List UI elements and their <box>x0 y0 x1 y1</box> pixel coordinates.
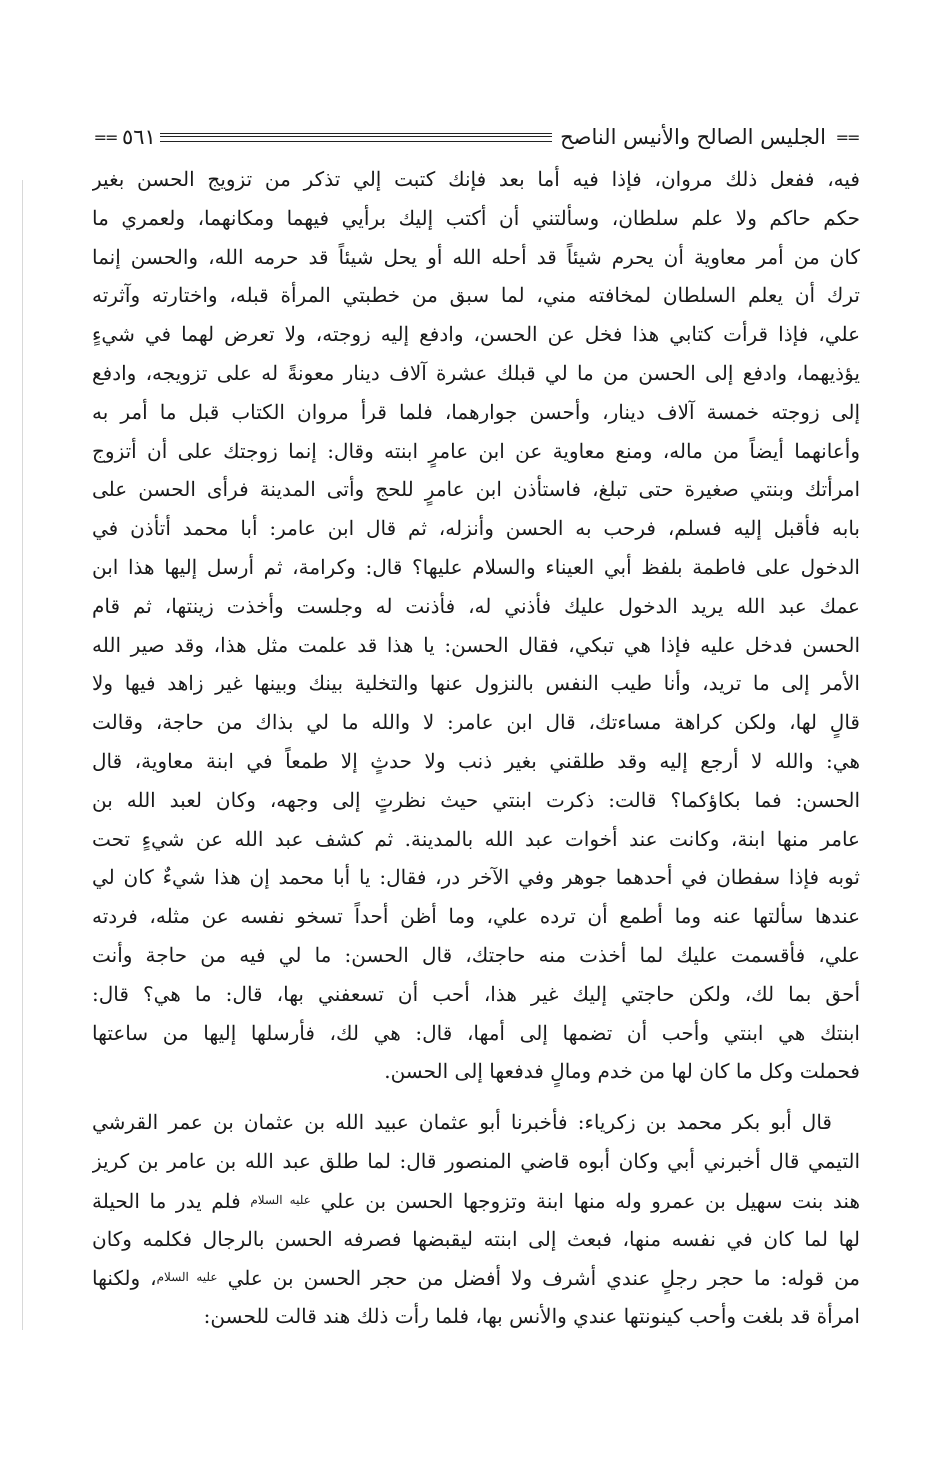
text-line: ترك أن يعلم السلطان لمخافته مني، لما سبق من خطبتي المرأة قبله، واختارته وآثرته <box>92 283 860 308</box>
text-segment: فلم يدر ما الحيلة <box>92 1188 241 1213</box>
text-line: وأعانهما أيضاً من ماله، ومنع معاوية عن ابن عامرٍ ابنته وقال: إنما زوجتك على أن أتزوج <box>92 438 860 463</box>
text-line: امرأة قد بلغت وأحب كينونتها عندي والأنس بها، فلما رأت ذلك هند قالت للحسن: <box>203 1304 860 1329</box>
header-rule <box>160 133 552 142</box>
text-line: ثوبه فإذا سفطان في أحدهما جوهر وفي الآخر در، فقال: يا أبا محمد إن هذا شيءٌ كان لي <box>92 865 860 890</box>
text-line: امرأتك وبنتي صغيرة حتى تبلغ، فاستأذن ابن عامرٍ للحج وأتى المدينة فرأى الحسن على <box>92 477 860 502</box>
text-line: يؤذيهما، وادفع إلى الحسن من ما لي قبلك عشرة آلاف دينار معونةً له على تزويجه، وادفع <box>92 360 860 385</box>
page-number: ٥٦١ <box>122 125 156 149</box>
header-dash-right: == <box>835 127 859 147</box>
honorific-glyph: عليه السلام <box>250 1192 311 1207</box>
text-line: التيمي قال أخبرني أبي وكان أبوه قاضي المنصور قال: لما طلق عبد الله بن عامر بن كريز <box>92 1148 860 1173</box>
paragraph-gap <box>92 1091 860 1103</box>
text-line: الحسن فدخل عليه فإذا هي تبكي، فقال الحسن: يا هذا قد علمت مثل هذا، وقد صير الله <box>92 632 860 657</box>
text-line: الأمر إلى ما تريد، وأنا طيب النفس بالنزول عنها والتخلية بينك وبينها غير زاهد فيها ولا <box>92 671 860 696</box>
text-line: إلى زوجته خمسة آلاف دينار، وأحسن جوارهما، فلما قرأ مروان الكتاب قبل ما أمر به <box>92 399 860 424</box>
text-line: لها لما كان في نفسه منها، فبعث إلى ابنته ليقبضها فصرفه الحسن بالرجال فكلمه وكان <box>92 1226 860 1251</box>
paragraph-2 <box>92 1103 860 1336</box>
paragraph-1 <box>92 160 860 1091</box>
text-line: عندها سألتها عنه وما أطمع أن ترده علي، وما أظن أحداً تسخو نفسه عن مثله، فردته <box>92 904 860 929</box>
text-line: أحق بما لك، ولكن حاجتي إليك غير هذا، أحب أن تسعفني بها، قال: ما هي؟ قال: <box>92 981 860 1006</box>
margin-line <box>22 180 23 1330</box>
text-line: هي: والله لا أرجع إليه وقد طلقني بغير ذنب ولا حدثٍ إلا طمعاً في ابنة معاوية، قال <box>92 748 860 773</box>
text-line: كان من أمر معاوية أن يحرم شيئاً قد أحله الله أو يحل شيئاً قد حرمه الله، والحسن إنما <box>92 244 860 269</box>
text-line: الدخول على فاطمة بلفظ أبي العيناء والسلام عليها؟ قال: وكرامة، ثم أرسل إليها هذا ابن <box>92 554 860 579</box>
body-text <box>92 160 860 1336</box>
text-line: قالٍ لها، ولكن كراهة مساءتك، قال ابن عامر: لا والله ما لي بذاك من حاجة، وقالت <box>92 710 860 735</box>
text-line: ابنتك هي ابنتي وأحب أن تضمها إلى أمها، قال: هي لك، فأرسلها إليها من ساعتها <box>92 1020 860 1045</box>
text-line-with-honorific <box>92 1181 860 1220</box>
honorific-glyph: عليه السلام <box>156 1270 218 1285</box>
text-line: علي، فإذا قرأت كتابي هذا فخل عن الحسن، وادفع إليه زوجته، ولا تعرض لهما في شيءٍ <box>92 322 860 347</box>
text-line: فيه، ففعل ذلك مروان، فإذا فيه أما بعد فإنك كتبت إلي تذكر من تزويج الحسن بغير <box>92 167 860 191</box>
header-dash-left: == <box>93 127 117 147</box>
text-segment: هند بنت سهيل بن عمرو وله منها ابنة وتزوجها الحسن بن علي <box>320 1188 860 1213</box>
text-line: عمك عبد الله يريد الدخول عليك فأذني له، فأذنت له وجلست وأخذت زينتها، ثم قام <box>92 593 860 618</box>
text-line: حكم حاكم ولا علم سلطان، وسألتني أن أكتب إليك برأيي فيهما ومكانهما، ولعمري ما <box>92 205 860 230</box>
text-line: الحسن: فما بكاؤكما؟ قالت: ذكرت ابنتي حيث نظرتٍ إلى وجهه، وكان لعبد الله بن <box>92 787 860 812</box>
text-line: بابه فأقبل إليه فسلم، فرحب به الحسن وأنزله، ثم قال ابن عامر: أبا محمد أتأذن في <box>92 516 860 541</box>
text-line-with-honorific <box>92 1258 860 1297</box>
text-line: عامر منها ابنة، وكانت عند أخوات عبد الله بالمدينة. ثم كشف عبد الله عن شيءٍ تحت <box>92 826 860 851</box>
running-header <box>92 118 860 156</box>
text-line: فحملت وكل ما كان لها من خدم ومالٍ فدفعها إلى الحسن. <box>384 1059 860 1084</box>
text-segment: من قوله: ما حجر رجلٍ عندي أشرف ولا أفضل من حجر الحسن بن علي <box>227 1266 860 1291</box>
text-segment: ، ولكنها <box>92 1266 157 1291</box>
text-line: قال أبو بكر محمد بن زكرياء: فأخبرنا أبو عثمان عبيد الله بن عثمان بن عمر القرشي <box>92 1110 832 1135</box>
book-title: الجليس الصالح والأنيس الناصح <box>560 125 826 149</box>
text-line: علي، فأقسمت عليك لما أخذت منه حاجتك، قال الحسن: ما لي فيه من حاجة وأنت <box>92 942 860 967</box>
